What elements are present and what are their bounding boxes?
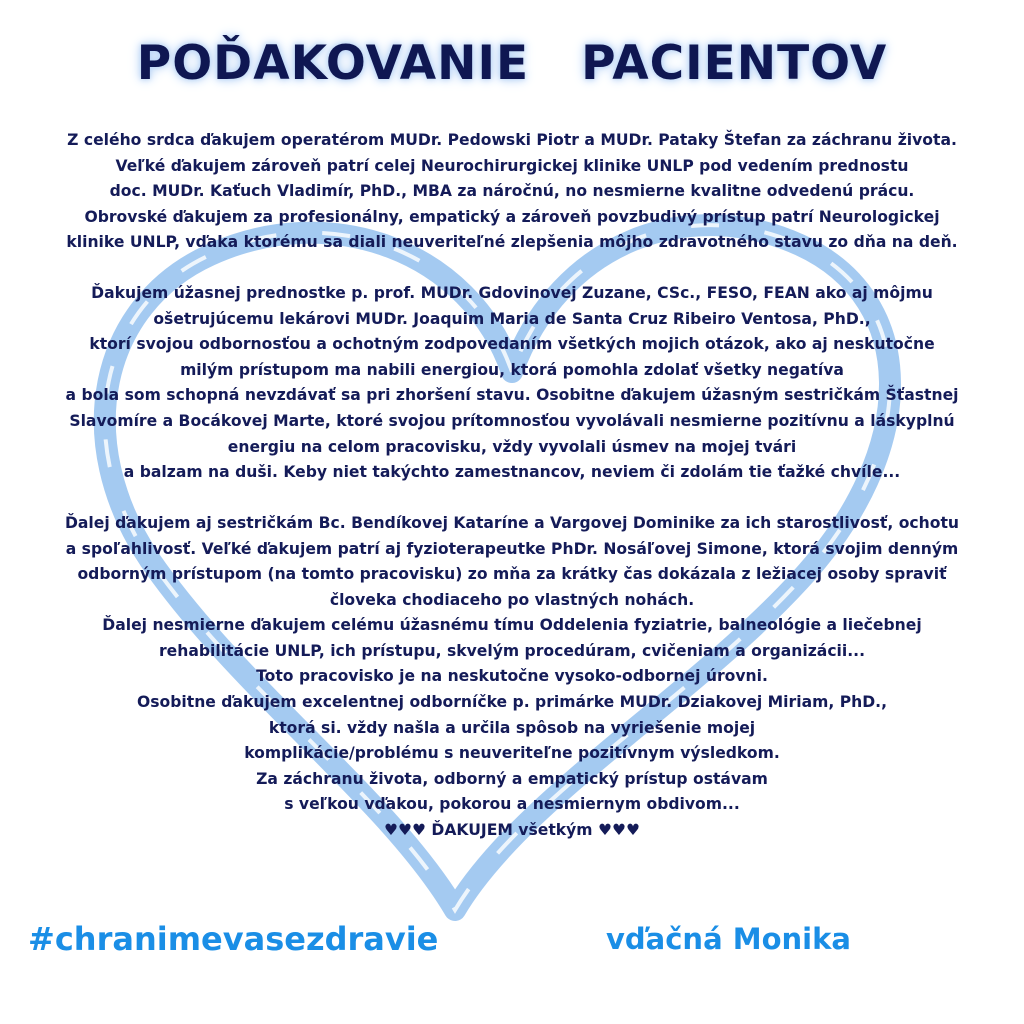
message-line: Toto pracovisko je na neskutočne vysoko-odbornej úrovni.: [256, 667, 768, 686]
message-line: Osobitne ďakujem excelentnej odborníčke p. primárke MUDr. Dziakovej Miriam, PhD.,: [136, 693, 888, 712]
message-line: ♥♥♥ ĎAKUJEM všetkým ♥♥♥: [384, 820, 640, 839]
page-title: POĎAKOVANIE PACIENTOV: [136, 36, 888, 91]
paragraph-gap: [12, 256, 1012, 282]
message-line: Slavomíre a Bocákovej Marte, ktoré svojou prítomnosťou vyvolávali nesmierne pozitívnu a láskyplnú: [69, 412, 955, 431]
message-line: klinike UNLP, vďaka ktorému sa diali neuveriteľné zlepšenia môjho zdravotného stavu zo dňa na deň.: [66, 233, 958, 252]
message-line: odborným prístupom (na tomto pracovisku) zo mňa za krátky čas dokázala z ležiacej osoby spraviť: [77, 565, 947, 584]
hashtag: #chranimevasezdravie: [28, 920, 439, 958]
message-line: ošetrujúcemu lekárovi MUDr. Joaquim Maria de Santa Cruz Ribeiro Ventosa, PhD.,: [153, 309, 871, 328]
message-line: človeka chodiaceho po vlastných nohách.: [329, 590, 695, 609]
message-line: milým prístupom ma nabili energiou, ktorá pomohla zdolať všetky negatíva: [180, 360, 844, 379]
message-line: rehabilitácie UNLP, ich prístupu, skvelým procedúram, cvičeniam a organizácii...: [158, 641, 866, 660]
message-line: Ďalej ďakujem aj sestričkám Bc. Bendíkovej Kataríne a Vargovej Dominike za ich starostlivosť, ochotu: [64, 514, 960, 533]
message-line: komplikácie/problému s neuveriteľne pozitívnym výsledkom.: [244, 744, 780, 763]
signature: vďačná Monika: [606, 922, 851, 956]
message-line: a balzam na duši. Keby niet takýchto zamestnancov, neviem či zdolám tie ťažké chvíle...: [123, 463, 901, 482]
message-line: Veľké ďakujem zároveň patrí celej Neurochirurgickej klinike UNLP pod vedením prednostu: [115, 156, 909, 175]
message-line: Obrovské ďakujem za profesionálny, empatický a zároveň povzbudivý prístup patrí Neurologickej: [84, 207, 940, 226]
message-line: a bola som schopná nevzdávať sa pri zhoršení stavu. Osobitne ďakujem úžasným sestričkám Šťastnej: [65, 386, 959, 405]
message-line: ktorá si. vždy našla a určila spôsob na vyriešenie mojej: [268, 718, 756, 737]
message-line: Z celého srdca ďakujem operatérom MUDr. Pedowski Piotr a MUDr. Pataky Štefan za záchranu života.: [67, 131, 957, 149]
message-line: Za záchranu života, odborný a empatický prístup ostávam: [256, 769, 768, 788]
message-line: energiu na celom pracovisku, vždy vyvolali úsmev na mojej tvári: [227, 437, 797, 456]
message-line: ktorí svojou odbornosťou a ochotným zodpovedaním všetkých mojich otázok, ako aj neskutočne: [89, 335, 935, 354]
paragraph-gap: [12, 486, 1012, 512]
message-line: a spoľahlivosť. Veľké ďakujem patrí aj fyzioterapeutke PhDr. Nosáľovej Simone, ktorá svojim denným: [65, 539, 959, 558]
message-line: doc. MUDr. Kaťuch Vladimír, PhD., MBA za náročnú, no nesmierne kvalitne odvedenú prácu.: [109, 182, 915, 201]
message-line: s veľkou vďakou, pokorou a nesmiernym obdivom...: [284, 795, 740, 814]
message-line: Ďakujem úžasnej prednostke p. prof. MUDr. Gdovinovej Zuzane, CSc., FESO, FEAN ako aj môjmu: [91, 284, 933, 303]
message-line: Ďalej nesmierne ďakujem celému úžasnému tímu Oddelenia fyziatrie, balneológie a liečebnej: [102, 616, 922, 635]
thank-you-message: [12, 128, 1012, 843]
